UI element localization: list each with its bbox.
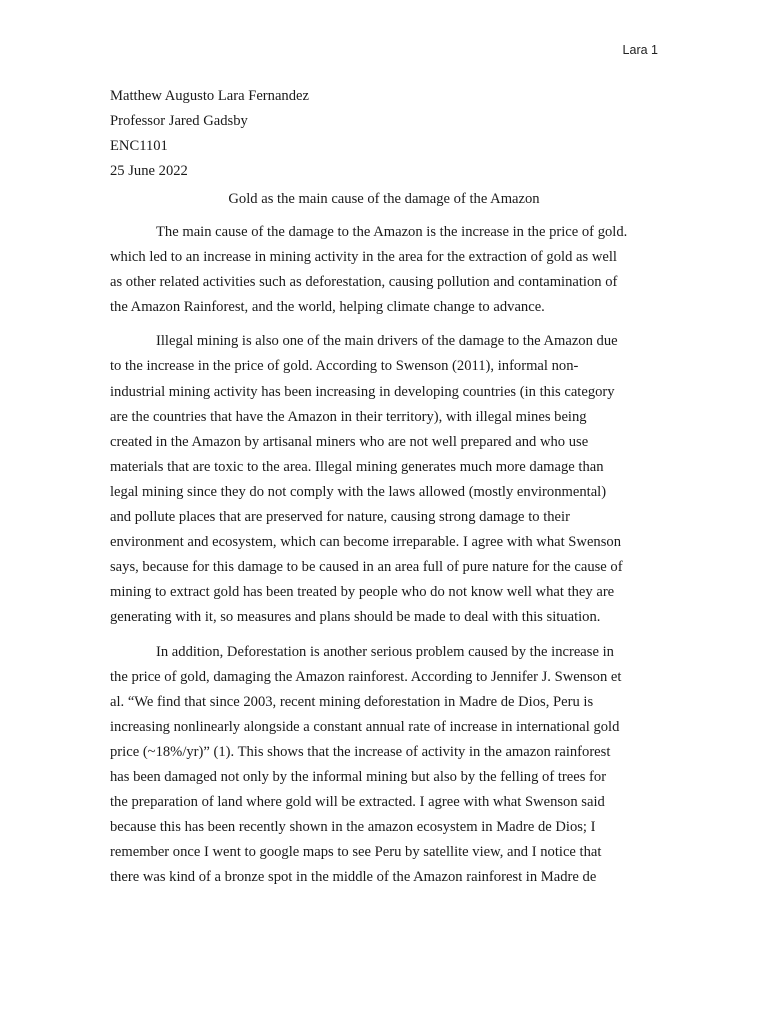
paragraph-line: has been damaged not only by the informal mining but also by the felling of trees for [110,768,607,785]
paragraph-line: In addition, Deforestation is another serious problem caused by the increase in [156,643,614,660]
professor-name: Professor Jared Gadsby [110,113,248,129]
paragraph-line: Illegal mining is also one of the main drivers of the damage to the Amazon due [156,333,618,350]
paragraph-line: because this has been recently shown in the amazon ecosystem in Madre de Dios; I [110,819,596,836]
paragraph-line: the Amazon Rainforest, and the world, helping climate change to advance. [110,299,545,316]
document-title: Gold as the main cause of the damage of the Amazon [228,191,540,207]
page-number-header: Lara 1 [622,43,658,57]
paragraph [110,640,658,891]
paragraph-line: materials that are toxic to the area. Illegal mining generates much more damage than [110,458,604,475]
paragraph-line: price (~18%/yr)” (1). This shows that the increase of activity in the amazon rainforest [110,743,611,760]
paragraphs-container [110,220,658,890]
paragraph-line: environment and ecosystem, which can become irreparable. I agree with what Swenson [110,534,622,551]
paragraph-line: al. “We find that since 2003, recent mining deforestation in Madre de Dios, Peru is [110,693,594,710]
paragraph-line: created in the Amazon by artisanal miners who are not well prepared and who use [110,433,589,450]
author-name: Matthew Augusto Lara Fernandez [110,88,309,104]
paragraph-line: as other related activities such as deforestation, causing pollution and contamination of [110,274,618,291]
paragraph-line: the price of gold, damaging the Amazon rainforest. According to Jennifer J. Swenson et [110,668,622,685]
course-code: ENC1101 [110,138,168,154]
paragraph [110,329,658,630]
paragraph-line: which led to an increase in mining activity in the area for the extraction of gold as well [110,249,617,266]
document-date: 25 June 2022 [110,163,188,179]
paragraph-line: and pollute places that are preserved for nature, causing strong damage to their [110,509,570,526]
paragraph-line: legal mining since they do not comply with the laws allowed (mostly environmental) [110,483,607,500]
paragraph-line: industrial mining activity has been increasing in developing countries (in this category [110,383,615,400]
paragraph-line: the preparation of land where gold will be extracted. I agree with what Swenson said [110,794,605,811]
paragraph-line: there was kind of a bronze spot in the middle of the Amazon rainforest in Madre de [110,869,597,886]
paragraph [110,220,658,320]
paragraph-line: mining to extract gold has been treated by people who do not know well what they are [110,584,615,601]
paragraph-line: increasing nonlinearly alongside a constant annual rate of increase in international gold [110,718,620,735]
paragraph-line: generating with it, so measures and plans should be made to deal with this situation. [110,609,601,626]
document-body [110,84,658,899]
paragraph-line: are the countries that have the Amazon in their territory), with illegal mines being [110,408,587,425]
paragraph-line: The main cause of the damage to the Amazon is the increase in the price of gold. [156,224,628,240]
paragraph-line: to the increase in the price of gold. According to Swenson (2011), informal non- [110,358,579,375]
paragraph-line: remember once I went to google maps to see Peru by satellite view, and I notice that [110,844,602,861]
paragraph-line: says, because for this damage to be caused in an area full of pure nature for the cause of [110,559,623,576]
